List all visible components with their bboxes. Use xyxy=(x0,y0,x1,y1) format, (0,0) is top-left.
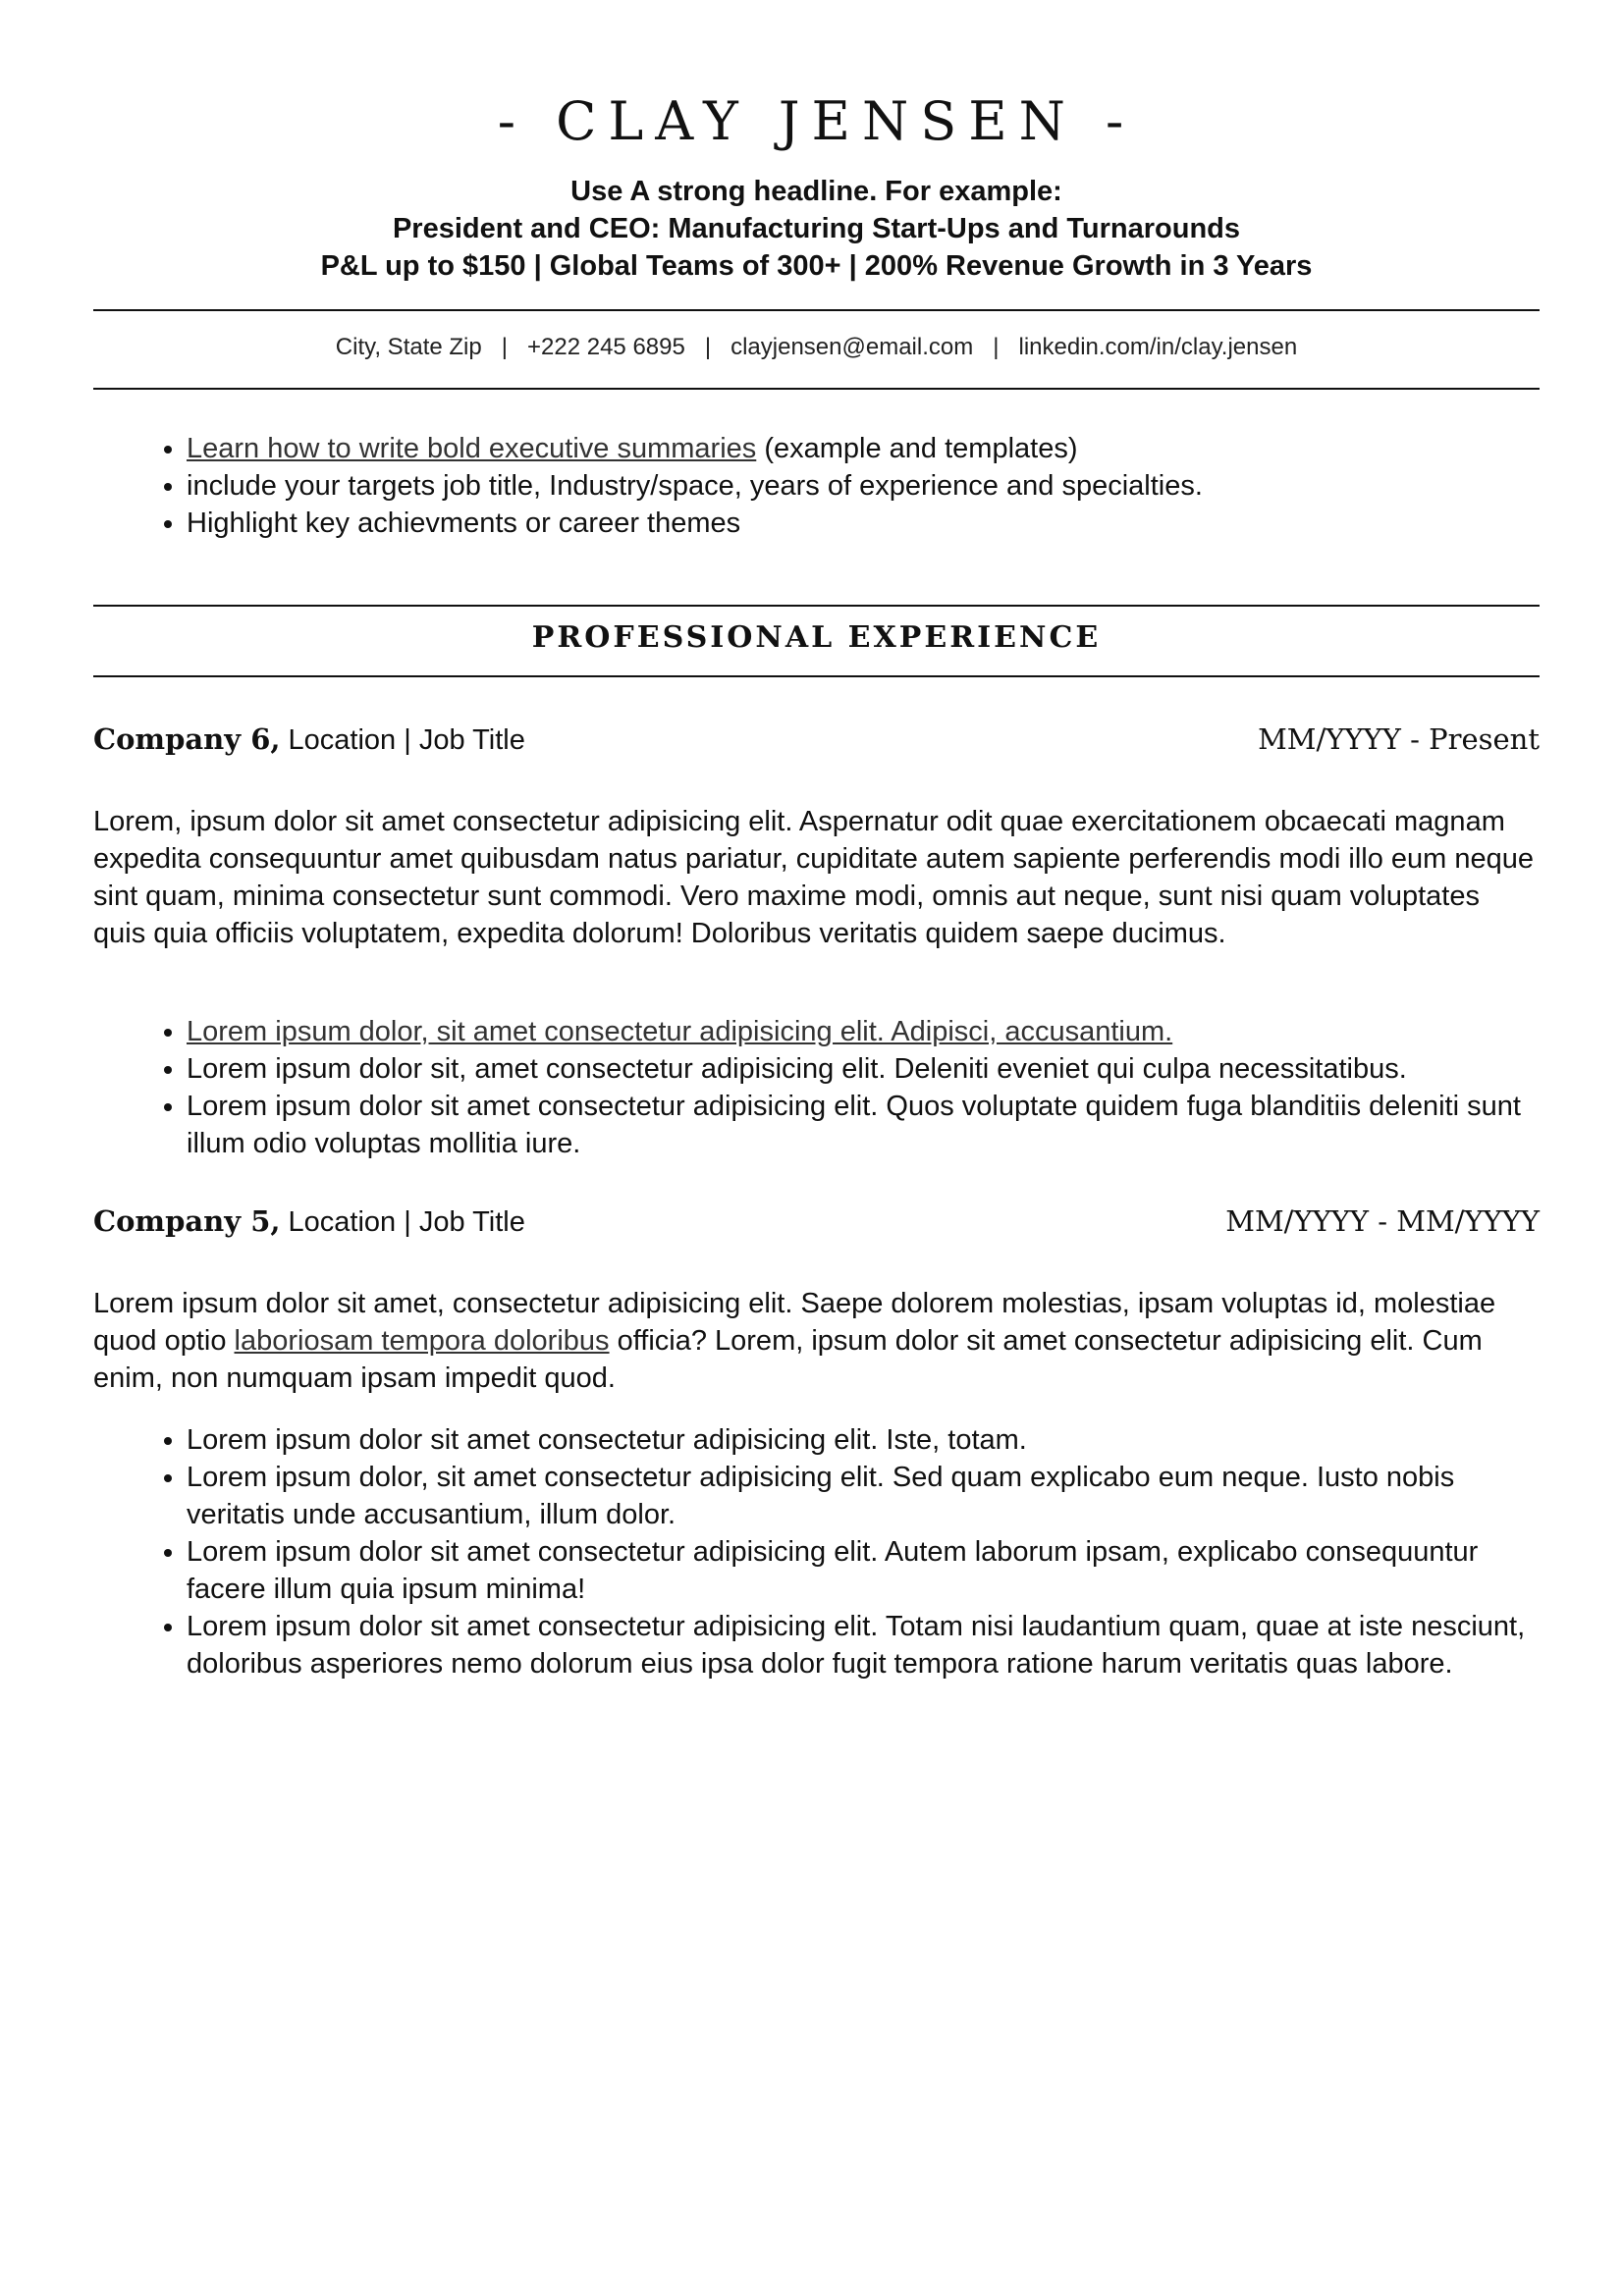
achievement-item: • Lorem ipsum dolor sit amet consectetur adipisicing elit. Quos voluptate quidem fuga blanditiis deleniti sunt illum odio voluptas mollitia iure. xyxy=(187,1088,1540,1162)
summary-list xyxy=(93,430,1540,542)
description-link[interactable]: laboriosam tempora doloribus xyxy=(234,1325,610,1357)
job-description: Lorem, ipsum dolor sit amet consectetur adipisicing elit. Aspernatur odit quae exercitationem obcaecati magnam expedita consequuntur amet quibusdam natus pariatur, cupiditate autem sapiente perferendis modi illo eum neque sint quam, minima consectetur sunt commodi. Vero maxime modi, omnis aut neque, sunt nisi quam voluptates quis quia officiis voluptatem, expedita dolorum! Doloribus veritatis quidem saepe ducimus. xyxy=(93,806,1535,949)
section-top-divider xyxy=(93,605,1540,607)
achievement-item: • Lorem ipsum dolor sit amet consectetur adipisicing elit. Iste, totam. xyxy=(187,1421,1540,1459)
job-achievements xyxy=(93,1421,1540,1682)
job-description: Lorem ipsum dolor sit amet, consectetur adipisicing elit. Saepe dolorem molestias, ipsam voluptas id, molestiae quod optio laboriosam tempora doloribus officia? Lorem, ipsum dolor sit amet consectetur adipisicing elit. Cum enim, non numquam ipsam impedit quod. xyxy=(93,1288,1496,1394)
section-bottom-divider xyxy=(93,675,1540,677)
job-header xyxy=(93,1204,1540,1244)
company-name: Company 5, xyxy=(93,1204,281,1238)
achievement-item: • Lorem ipsum dolor sit amet consectetur adipisicing elit. Totam nisi laudantium quam, quae at iste nesciunt, doloribus asperiores nemo dolorum eius ipsa dolor fugit tempora ratione harum veritatis quas labore. xyxy=(187,1608,1540,1682)
headline-line-2: President and CEO: Manufacturing Start-Ups and Turnarounds xyxy=(392,213,1241,244)
contact-linkedin[interactable]: linkedin.com/in/clay.jensen xyxy=(1018,334,1298,360)
job-location-title: Location | Job Title xyxy=(280,1206,525,1238)
job-header xyxy=(93,722,1540,762)
job-dates: MM/YYYY - MM/YYYY xyxy=(1225,1204,1540,1238)
achievement-item: • Lorem ipsum dolor, sit amet consectetur adipisicing elit. Sed quam explicabo eum neque. Iusto nobis veritatis unde accusantium, illum dolor. xyxy=(187,1459,1540,1533)
job-heading xyxy=(93,722,525,757)
contact-phone[interactable]: +222 245 6895 xyxy=(527,334,685,360)
job-achievements xyxy=(93,1013,1540,1162)
contact-separator: | xyxy=(501,334,508,360)
contact-location: City, State Zip xyxy=(335,334,482,360)
executive-summaries-link[interactable]: Learn how to write bold executive summaries xyxy=(187,433,757,464)
contact-email[interactable]: clayjensen@email.com xyxy=(730,334,974,360)
company-name: Company 6, xyxy=(93,722,281,756)
job-dates: MM/YYYY - Present xyxy=(1258,722,1540,756)
summary-item: • include your targets job title, Industry/space, years of experience and specialties. xyxy=(187,467,1540,505)
header-top-divider xyxy=(93,309,1540,311)
headline xyxy=(93,173,1540,285)
contact-separator: | xyxy=(704,334,712,360)
job-location-title: Location | Job Title xyxy=(280,724,525,756)
summary-item: • Highlight key achievments or career themes xyxy=(187,505,1540,542)
headline-line-1: Use A strong headline. For example: xyxy=(570,176,1062,207)
headline-line-3: P&L up to $150 | Global Teams of 300+ | 200% Revenue Growth in 3 Years xyxy=(320,250,1313,282)
contact-separator: | xyxy=(993,334,1000,360)
summary-item: • Learn how to write bold executive summaries (example and templates) xyxy=(187,430,1540,467)
achievement-item: • Lorem ipsum dolor sit, amet consectetur adipisicing elit. Deleniti eveniet qui culpa necessitatibus. xyxy=(187,1050,1540,1088)
achievement-item xyxy=(187,1013,1540,1050)
contact-bar xyxy=(93,334,1540,361)
section-title-experience: PROFESSIONAL EXPERIENCE xyxy=(531,620,1102,655)
header-bottom-divider xyxy=(93,388,1540,390)
job-heading xyxy=(93,1204,525,1239)
achievement-item: • Lorem ipsum dolor sit amet consectetur adipisicing elit. Autem laborum ipsam, explicabo consequuntur facere illum quia ipsum minima! xyxy=(187,1533,1540,1608)
achievement-link[interactable]: Lorem ipsum dolor, sit amet consectetur adipisicing elit. Adipisci, accusantium. xyxy=(187,1016,1173,1047)
candidate-name: - CLAY JENSEN - xyxy=(497,90,1136,152)
